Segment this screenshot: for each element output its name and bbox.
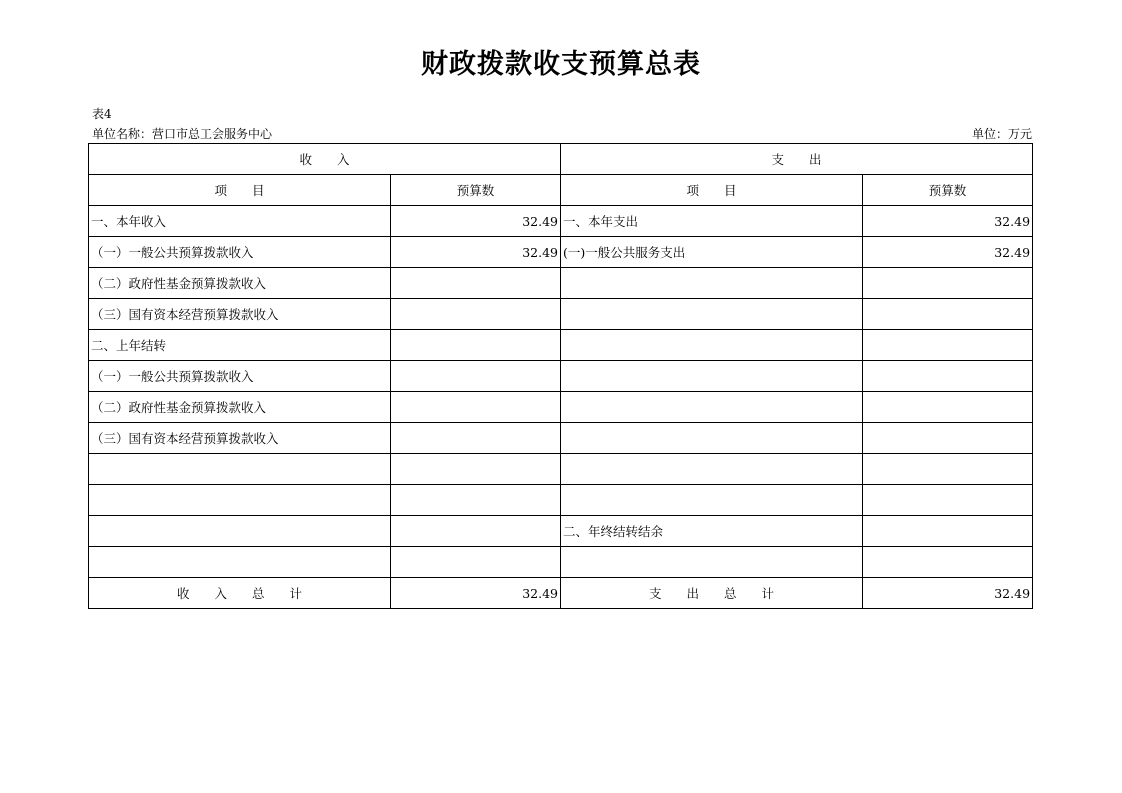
table-row <box>89 516 1033 547</box>
income-amount-cell <box>391 423 561 454</box>
income-item-cell <box>89 516 391 547</box>
expense-amount-cell <box>863 485 1033 516</box>
expense-total-label: 支 出 总 计 <box>561 578 863 609</box>
unit-label: 单位：万元 <box>971 127 1032 141</box>
expense-amount-cell <box>863 454 1033 485</box>
table-row <box>89 547 1033 578</box>
table-row <box>89 330 1033 361</box>
expense-item-cell <box>561 547 863 578</box>
expense-item-cell <box>561 485 863 516</box>
expense-item-cell <box>561 330 863 361</box>
budget-table <box>88 143 1033 609</box>
expense-amount-cell <box>863 423 1033 454</box>
expense-item-cell <box>561 299 863 330</box>
table-row <box>89 237 1033 268</box>
income-amount-cell <box>391 516 561 547</box>
income-total-label: 收 入 总 计 <box>89 578 391 609</box>
income-amount-cell: 32.49 <box>391 237 561 268</box>
income-amount-cell <box>391 454 561 485</box>
expense-item-header: 项 目 <box>561 175 863 206</box>
expense-item-cell <box>561 392 863 423</box>
income-item-cell: 二、上年结转 <box>89 330 391 361</box>
income-item-cell: （一）一般公共预算拨款收入 <box>89 361 391 392</box>
expense-section-header: 支 出 <box>561 144 1033 175</box>
table-row <box>89 454 1033 485</box>
expense-amount-cell <box>863 516 1033 547</box>
table-row <box>89 361 1033 392</box>
expense-item-cell: 二、年终结转结余 <box>561 516 863 547</box>
income-item-cell <box>89 454 391 485</box>
table-row <box>89 268 1033 299</box>
income-item-header: 项 目 <box>89 175 391 206</box>
income-amount-cell <box>391 485 561 516</box>
table-row <box>89 206 1033 237</box>
expense-budget-header: 预算数 <box>863 175 1033 206</box>
expense-amount-cell: 32.49 <box>863 237 1033 268</box>
income-budget-header: 预算数 <box>391 175 561 206</box>
totals-row <box>89 578 1033 609</box>
income-item-cell <box>89 547 391 578</box>
income-item-cell: （三）国有资本经营预算拨款收入 <box>89 299 391 330</box>
unit-name: 单位名称：营口市总工会服务中心 <box>92 127 273 141</box>
expense-amount-cell <box>863 361 1033 392</box>
income-amount-cell <box>391 330 561 361</box>
expense-item-cell <box>561 454 863 485</box>
expense-total-amount: 32.49 <box>863 578 1033 609</box>
income-total-amount: 32.49 <box>391 578 561 609</box>
expense-amount-cell <box>863 330 1033 361</box>
expense-amount-cell <box>863 547 1033 578</box>
income-item-cell: （二）政府性基金预算拨款收入 <box>89 268 391 299</box>
page-title: 财政拨款收支预算总表 <box>421 49 701 80</box>
header-row-sections <box>89 144 1033 175</box>
expense-item-cell <box>561 361 863 392</box>
income-item-cell: 一、本年收入 <box>89 206 391 237</box>
income-item-cell: （一）一般公共预算拨款收入 <box>89 237 391 268</box>
income-item-cell: （三）国有资本经营预算拨款收入 <box>89 423 391 454</box>
income-item-cell: （二）政府性基金预算拨款收入 <box>89 392 391 423</box>
income-amount-cell: 32.49 <box>391 206 561 237</box>
table-body <box>89 206 1033 578</box>
expense-item-cell <box>561 423 863 454</box>
expense-item-cell: 一、本年支出 <box>561 206 863 237</box>
table-row <box>89 423 1033 454</box>
table-row <box>89 485 1033 516</box>
income-amount-cell <box>391 361 561 392</box>
table-row <box>89 392 1033 423</box>
table-row <box>89 299 1033 330</box>
income-amount-cell <box>391 299 561 330</box>
table-number: 表4 <box>92 107 112 121</box>
expense-item-cell <box>561 268 863 299</box>
income-amount-cell <box>391 268 561 299</box>
expense-amount-cell: 32.49 <box>863 206 1033 237</box>
income-amount-cell <box>391 392 561 423</box>
expense-amount-cell <box>863 299 1033 330</box>
expense-amount-cell <box>863 268 1033 299</box>
income-section-header: 收 入 <box>89 144 561 175</box>
expense-item-cell: (一)一般公共服务支出 <box>561 237 863 268</box>
income-amount-cell <box>391 547 561 578</box>
expense-amount-cell <box>863 392 1033 423</box>
header-row-columns <box>89 175 1033 206</box>
income-item-cell <box>89 485 391 516</box>
